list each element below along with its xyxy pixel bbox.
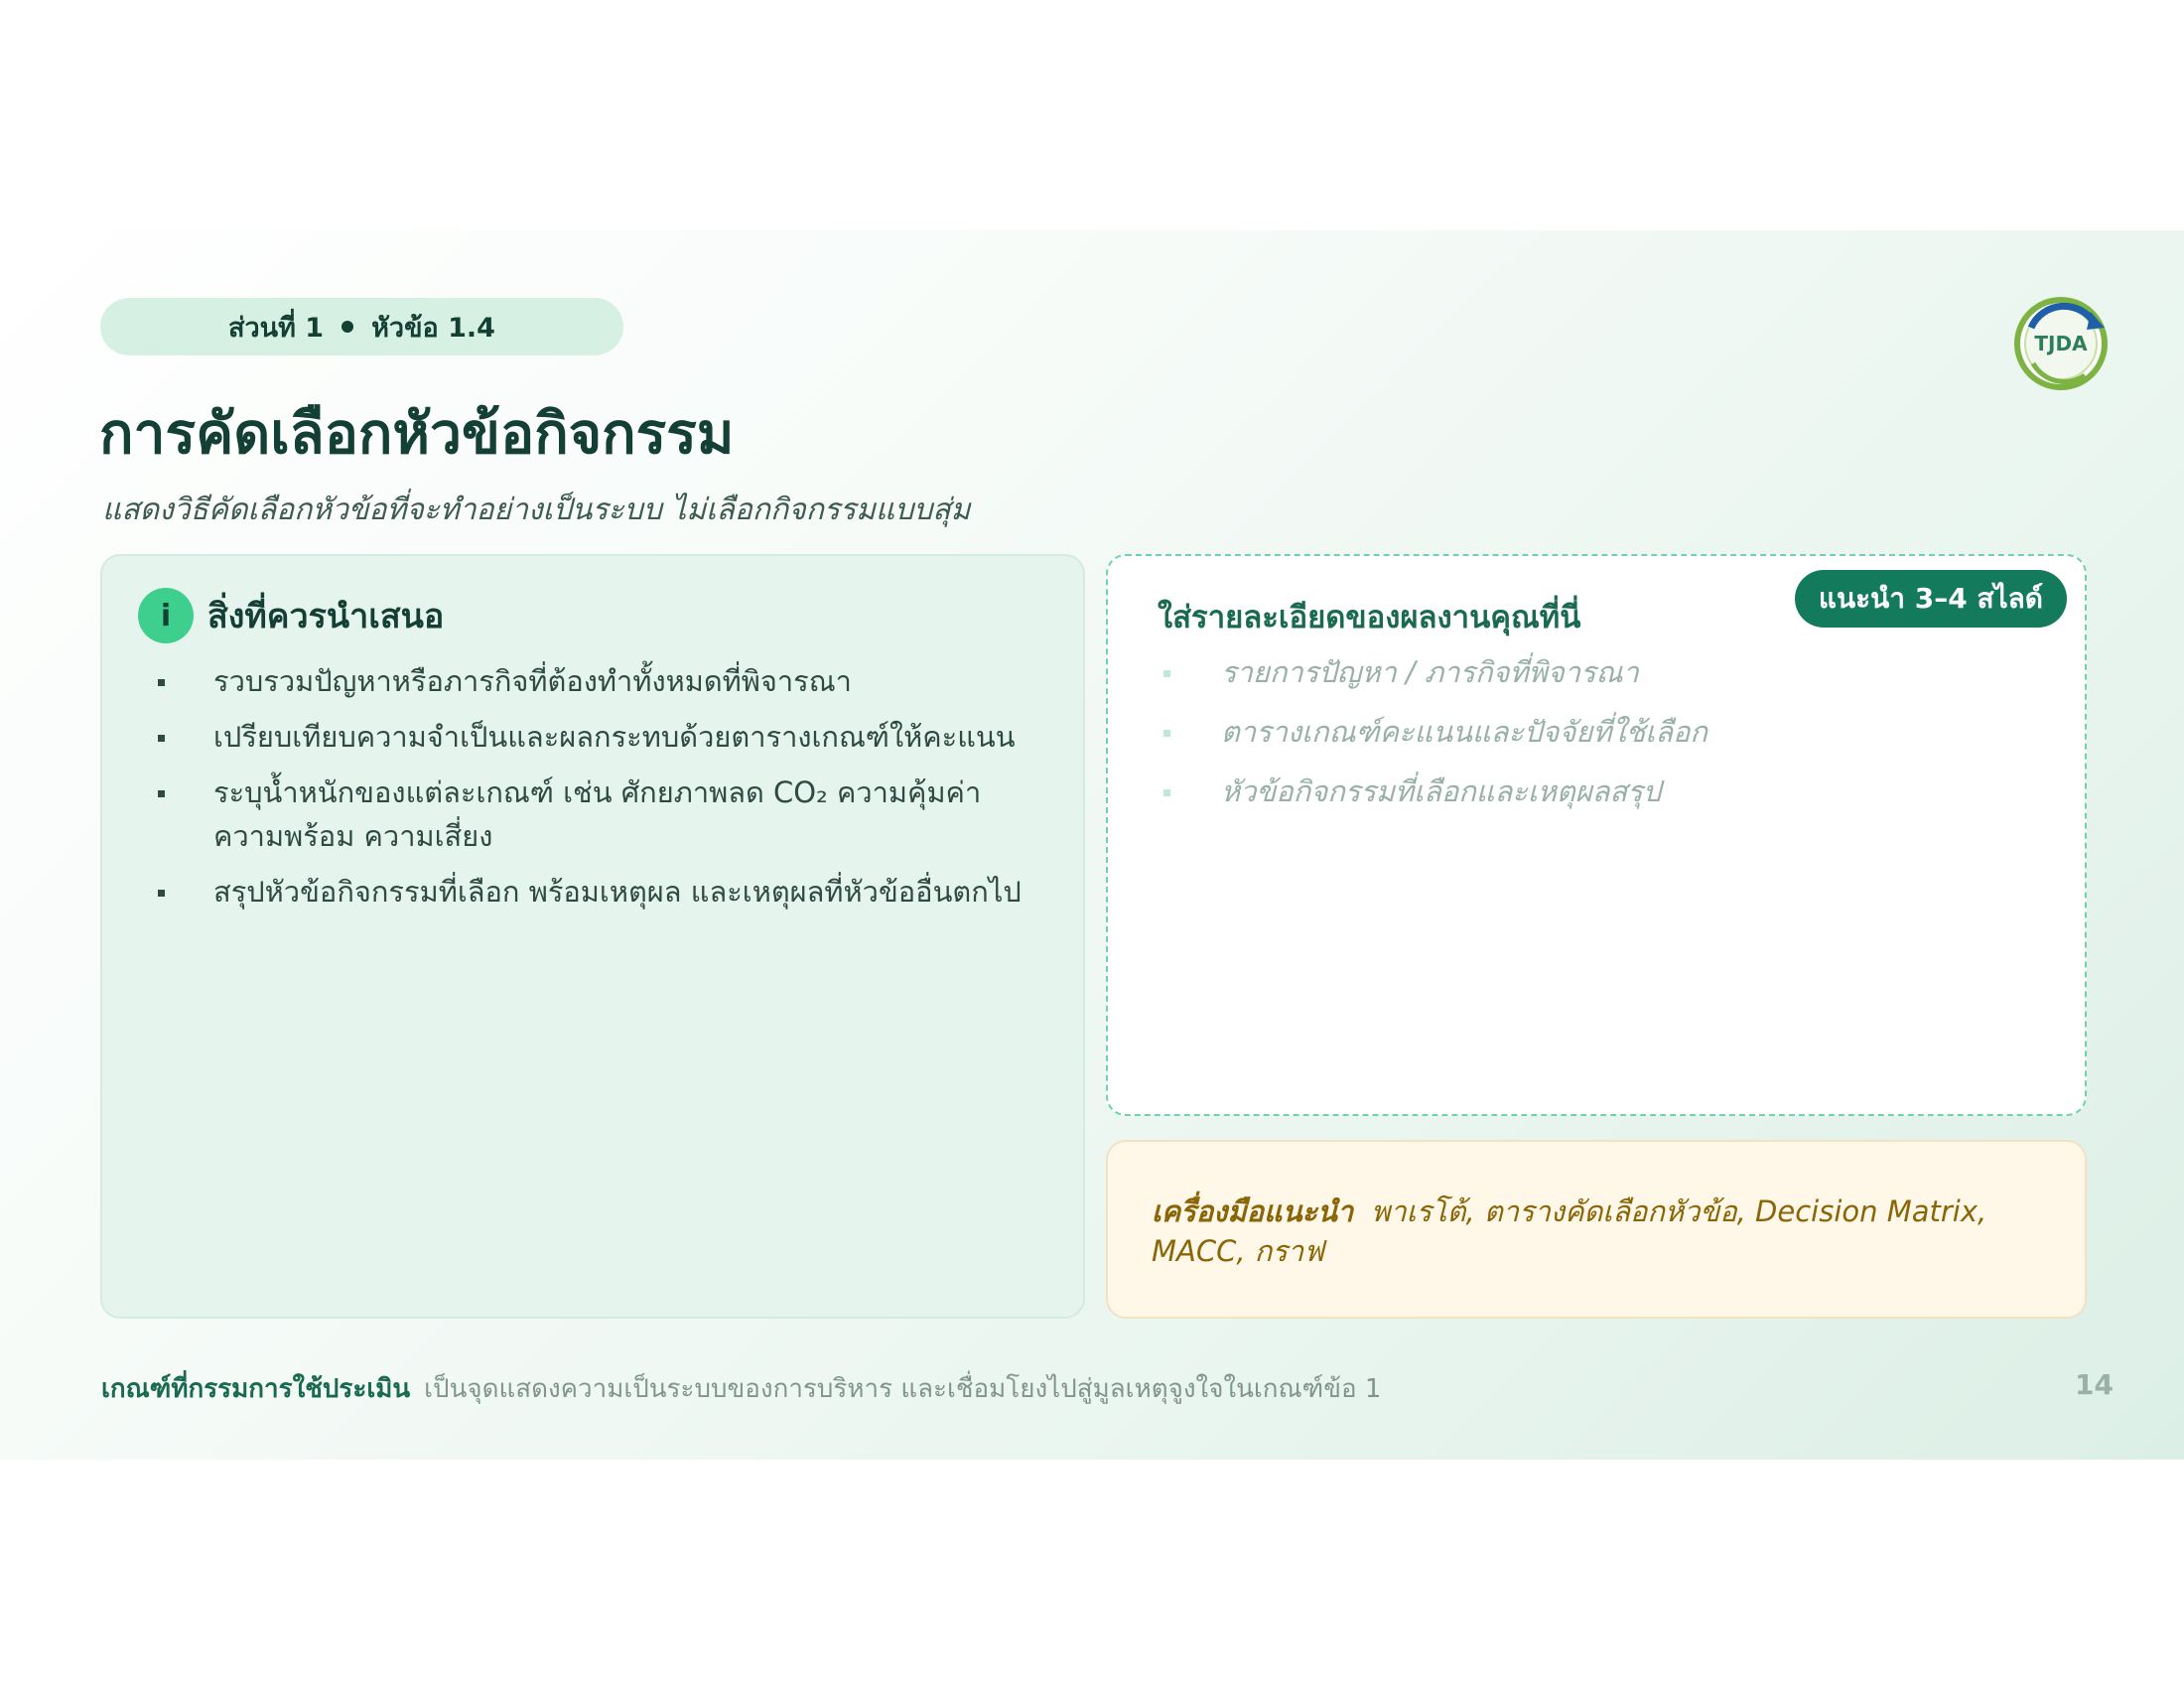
- recommend-slides-badge: แนะนำ 3–4 สไลด์: [1795, 570, 2067, 628]
- criteria-label: เกณฑ์ที่กรรมการใช้ประเมิน: [101, 1374, 411, 1404]
- guide-card-heading: สิ่งที่ควรนำเสนอ: [207, 597, 445, 636]
- guide-list-item: รวบรวมปัญหาหรือภารกิจที่ต้องทำทั้งหมดที่พิจารณา: [150, 659, 1043, 703]
- tools-text: พาเรโต้, ตารางคัดเลือกหัวข้อ, Decision Matrix, MACC, กราฟ: [1152, 1195, 1987, 1268]
- guide-list-item: เปรียบเทียบความจำเป็นและผลกระทบด้วยตารางเกณฑ์ให้คะแนน: [150, 715, 1043, 759]
- tjda-logo-icon: [2011, 294, 2111, 393]
- guide-list-item: สรุปหัวข้อกิจกรรมที่เลือก พร้อมเหตุผล และเหตุผลที่หัวข้ออื่นตกไป: [150, 870, 1043, 914]
- section-topic: หัวข้อ 1.4: [371, 312, 495, 344]
- section-part: ส่วนที่ 1: [228, 312, 325, 344]
- tools-label: เครื่องมือแนะนำ: [1152, 1195, 1354, 1228]
- section-pill: [100, 298, 623, 355]
- page-number: 14: [2075, 1368, 2114, 1401]
- placeholder-list-item: หัวข้อกิจกรรมที่เลือกและเหตุผลสรุป: [1158, 771, 2031, 812]
- footer-criteria: [101, 1368, 1381, 1409]
- placeholder-list: [1158, 651, 2031, 830]
- content-placeholder-card[interactable]: [1106, 554, 2087, 1116]
- recommended-tools-card: [1106, 1140, 2087, 1319]
- presentation-guide-card: [100, 554, 1085, 1319]
- page-title: การคัดเลือกหัวข้อกิจกรรม: [99, 401, 735, 467]
- placeholder-list-item: รายการปัญหา / ภารกิจที่พิจารณา: [1158, 651, 2031, 693]
- placeholder-heading: ใส่รายละเอียดของผลงานคุณที่นี่: [1158, 600, 1581, 635]
- info-icon: i: [138, 588, 194, 643]
- guide-list: [150, 659, 1043, 925]
- guide-card-header: [138, 588, 444, 643]
- slide: [0, 230, 2184, 1460]
- guide-list-item: ระบุน้ำหนักของแต่ละเกณฑ์ เช่น ศักยภาพลด CO₂ ความคุ้มค่า ความพร้อม ความเสี่ยง: [150, 771, 1043, 858]
- page-subtitle: แสดงวิธีคัดเลือกหัวข้อที่จะทำอย่างเป็นระบบ ไม่เลือกกิจกรรมแบบสุ่ม: [102, 492, 971, 527]
- criteria-text: เป็นจุดแสดงความเป็นระบบของการบริหาร และเชื่อมโยงไปสู่มูลเหตุจูงใจในเกณฑ์ข้อ 1: [424, 1374, 1382, 1404]
- separator-dot-icon: [341, 321, 353, 333]
- logo-text: TJDA: [2034, 332, 2088, 355]
- placeholder-list-item: ตารางเกณฑ์คะแนนและปัจจัยที่ใช้เลือก: [1158, 711, 2031, 753]
